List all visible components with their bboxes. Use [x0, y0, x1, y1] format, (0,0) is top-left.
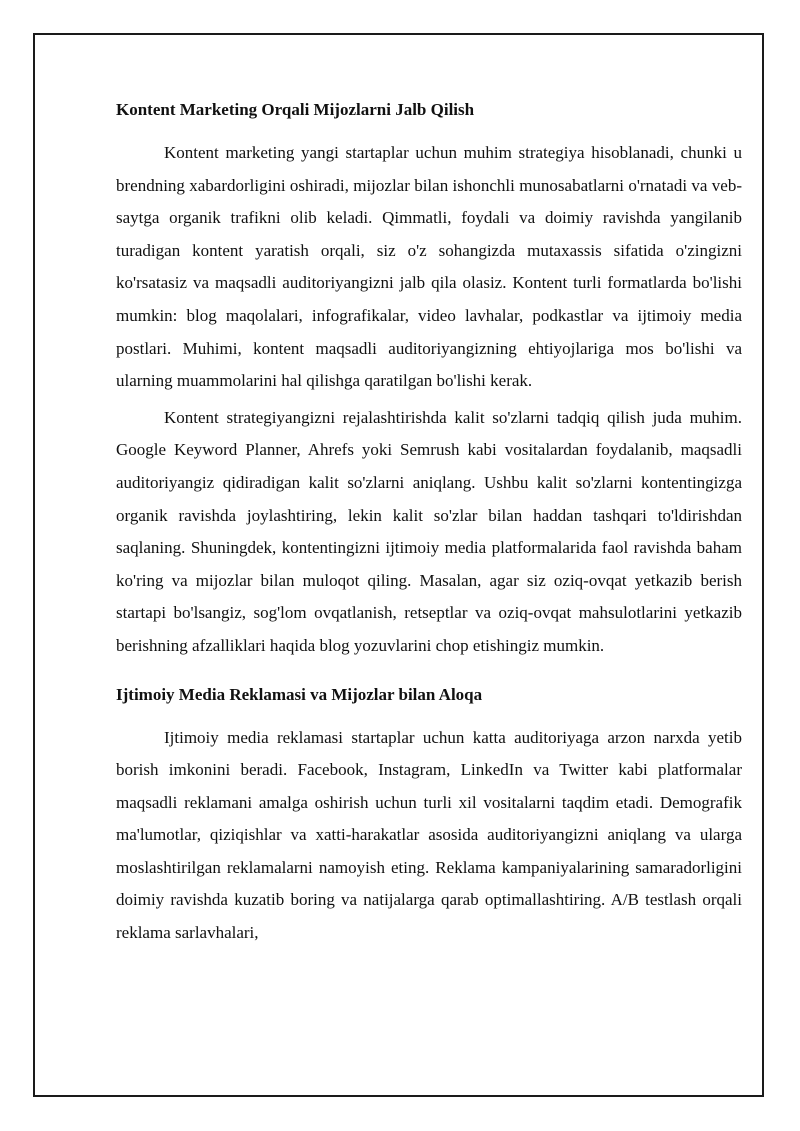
section-heading-social-media: Ijtimoiy Media Reklamasi va Mijozlar bilan Aloqa — [116, 684, 483, 704]
paragraph: Kontent strategiyangizni rejalashtirishda kalit so'zlarni tadqiq qilish juda muhim. Google Keyword Planner, Ahrefs yoki Semrush kabi vositalardan foydalanib, maqsadli auditoriyangiz qidiradigan kalit so'zlarni aniqlang. Ushbu kalit so'zlarni kontentingizga organik ravishda joylashtiring, lekin kalit so'zlar bilan haddan tashqari to'ldirishdan saqlaning. Shuningdek, kontentingizni ijtimoiy media platformalarida faol ravishda baham ko'ring va mijozlar bilan muloqot qiling. Masalan, agar siz oziq-ovqat yetkazib berish startapi bo'lsangiz, sog'lom ovqatlanish, retseptlar va oziq-ovqat mahsulotlarini yetkazib berishning afzalliklari haqida blog yozuvlarini chop etishingiz mumkin. — [116, 407, 742, 655]
paragraph: Kontent marketing yangi startaplar uchun muhim strategiya hisoblanadi, chunki u brendning xabardorligini oshiradi, mijozlar bilan ishonchli munosabatlarni o'rnatadi va veb-saytga organik trafikni olib keladi. Qimmatli, foydali va doimiy ravishda yangilanib turadigan kontent yaratish orqali, siz o'z sohangizda mutaxassis sifatida o'zingizni ko'rsatasiz va maqsadli auditoriyangizni jalb qila olasiz. Kontent turli formatlarda bo'lishi mumkin: blog maqolalari, infografikalar, video lavhalar, podkastlar va ijtimoiy media postlari. Muhimi, kontent maqsadli auditoriyangizning ehtiyojlariga mos bo'lishi va ularning muammolarini hal qilishga qaratilgan bo'lishi kerak. — [116, 143, 742, 391]
paragraph: Ijtimoiy media reklamasi startaplar uchun katta auditoriyaga arzon narxda yetib borish imkonini beradi. Facebook, Instagram, LinkedIn va Twitter kabi platformalar maqsadli reklamani amalga oshirish uchun turli xil vositalarni taqdim etadi. Demografik ma'lumotlar, qiziqishlar va xatti-harakatlar asosida auditoriyangizni aniqlang va ularga moslashtirilgan reklamalarni namoyish eting. Reklama kampaniyalarining samaradorligini doimiy ravishda kuzatib boring va natijalarga qarab optimallashtiring. A/B testlash orqali reklama sarlavhalari, — [116, 727, 742, 943]
section-heading-content-marketing: Kontent Marketing Orqali Mijozlarni Jalb Qilish — [116, 100, 475, 119]
document-body — [116, 96, 742, 954]
